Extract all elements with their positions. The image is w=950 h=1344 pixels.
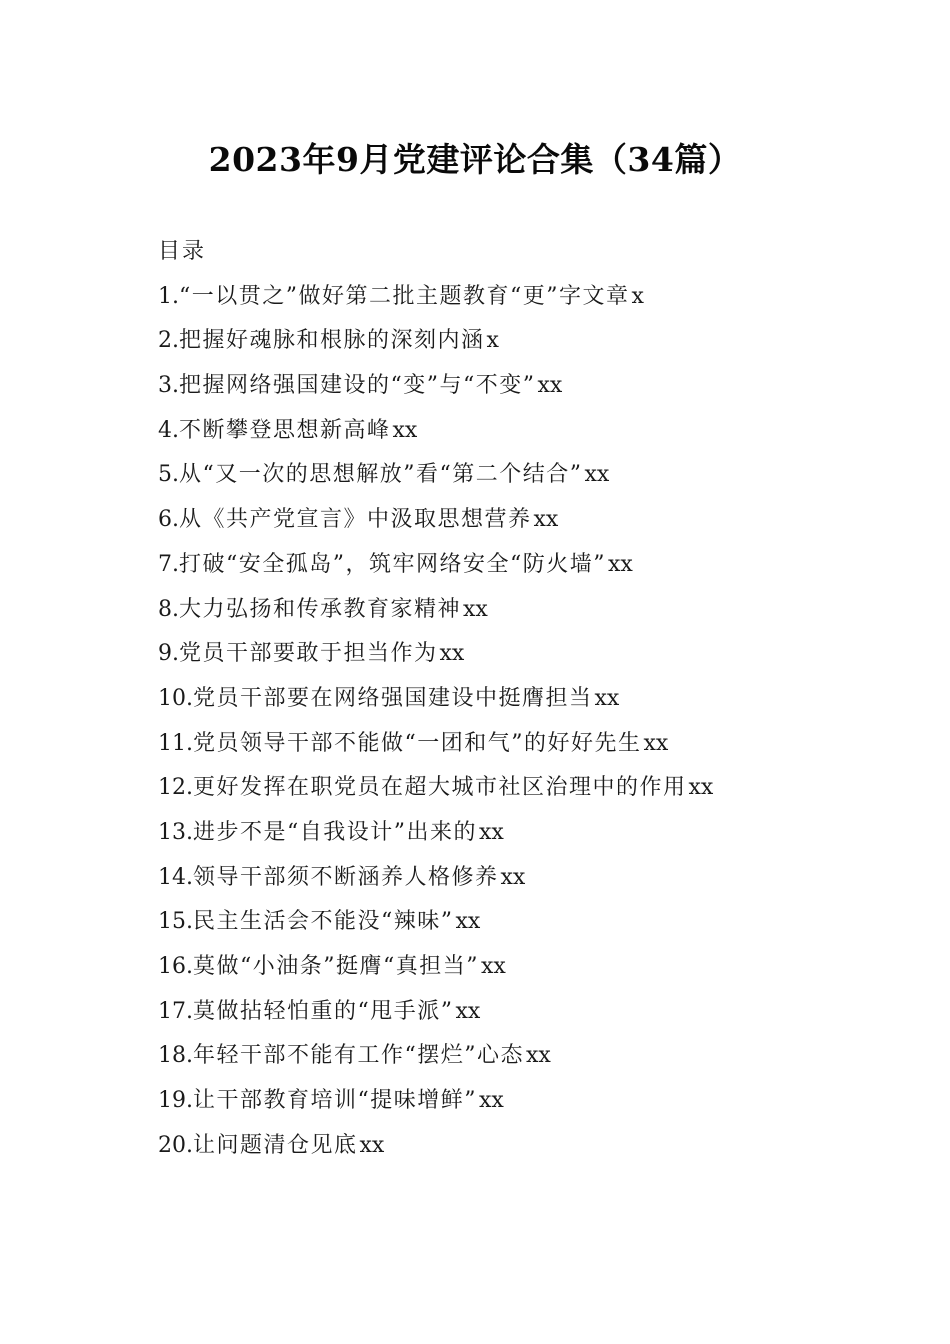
toc-item-page: x: [631, 283, 644, 309]
toc-item-text: 党员领导干部不能做“一团和气”的好好先生: [193, 730, 642, 756]
toc-item-number: 14.: [158, 864, 193, 890]
toc-item-page: xx: [392, 417, 418, 443]
toc-item-text: 大力弘扬和传承教育家精神: [179, 596, 462, 622]
toc-item-page: xx: [643, 730, 669, 756]
toc-item-page: xx: [439, 641, 465, 667]
toc-item-number: 16.: [158, 954, 193, 979]
toc-item-text: 党员干部要在网络强国建设中挺膺担当: [193, 685, 593, 711]
toc-item[interactable]: [158, 677, 858, 722]
toc-item[interactable]: [158, 498, 858, 543]
toc-item-text: 把握网络强国建设的“变”与“不变”: [179, 373, 536, 399]
toc-item-page: xx: [608, 551, 633, 577]
toc-item[interactable]: [158, 453, 858, 498]
toc-item[interactable]: [158, 543, 858, 588]
toc-item-text: 不断攀登思想新高峰: [179, 417, 391, 443]
toc-item-text: 进步不是“自我设计”出来的: [193, 819, 477, 845]
table-of-contents: [158, 230, 858, 1168]
toc-item-page: xx: [359, 1132, 385, 1158]
toc-item-page: xx: [688, 775, 714, 801]
toc-item-page: xx: [584, 462, 610, 488]
toc-item[interactable]: [158, 990, 858, 1035]
toc-item[interactable]: [158, 1124, 858, 1169]
toc-item[interactable]: [158, 319, 858, 364]
toc-item[interactable]: [158, 1079, 858, 1124]
toc-item-text: 领导干部须不断涵养人格修养: [193, 864, 499, 890]
toc-item-text: 从“又一次的思想解放”看“第二个结合”: [179, 462, 583, 488]
toc-item-text: 年轻干部不能有工作“摆烂”心态: [193, 1043, 524, 1069]
toc-item-text: 党员干部要敢于担当作为: [179, 641, 438, 667]
toc-item-text: 民主生活会不能没“辣味”: [193, 909, 454, 935]
toc-list: [158, 275, 858, 1169]
toc-item-number: 4.: [158, 417, 179, 443]
toc-item-page: xx: [526, 1043, 551, 1069]
toc-item-number: 13.: [158, 819, 193, 845]
toc-item-number: 19.: [158, 1088, 193, 1114]
toc-item-page: xx: [455, 998, 481, 1024]
toc-item-page: x: [486, 328, 499, 354]
toc-item[interactable]: [158, 275, 858, 320]
toc-item-page: xx: [479, 1088, 504, 1114]
toc-item-page: xx: [479, 819, 504, 845]
toc-item[interactable]: [158, 409, 858, 454]
toc-item-number: 15.: [158, 909, 193, 935]
toc-item-page: xx: [500, 864, 526, 890]
toc-item-number: 8.: [158, 596, 179, 622]
toc-item-number: 10.: [158, 685, 193, 711]
toc-item-text: 让问题清仓见底: [193, 1132, 358, 1158]
toc-item[interactable]: [158, 364, 858, 409]
toc-item[interactable]: [158, 945, 858, 990]
toc-item-text: 莫做“小油条”挺膺“真担当”: [193, 954, 479, 979]
toc-item-page: xx: [455, 909, 481, 935]
toc-item-page: xx: [481, 954, 506, 979]
toc-item-page: xx: [594, 685, 620, 711]
toc-item-number: 17.: [158, 998, 193, 1024]
toc-item-number: 1.: [158, 283, 179, 309]
toc-item[interactable]: [158, 1034, 858, 1079]
toc-item[interactable]: [158, 856, 858, 901]
toc-item[interactable]: [158, 766, 858, 811]
toc-item[interactable]: [158, 811, 858, 856]
toc-item-number: 18.: [158, 1043, 193, 1069]
toc-item-number: 3.: [158, 373, 179, 399]
toc-item-text: 更好发挥在职党员在超大城市社区治理中的作用: [193, 775, 687, 801]
toc-item-number: 7.: [158, 551, 179, 577]
toc-item-text: 把握好魂脉和根脉的深刻内涵: [179, 328, 485, 354]
toc-item[interactable]: [158, 900, 858, 945]
toc-item[interactable]: [158, 722, 858, 767]
toc-item-number: 9.: [158, 641, 179, 667]
toc-item-number: 5.: [158, 462, 179, 488]
toc-item[interactable]: [158, 632, 858, 677]
toc-item-number: 12.: [158, 775, 193, 801]
toc-item-page: xx: [533, 507, 559, 533]
toc-item-text: 莫做拈轻怕重的“甩手派”: [193, 998, 454, 1024]
toc-heading: 目录: [158, 239, 207, 264]
toc-item-text: 让干部教育培训“提味增鲜”: [193, 1088, 477, 1114]
toc-item-page: xx: [537, 373, 563, 399]
toc-item-number: 2.: [158, 328, 179, 354]
toc-item-number: 11.: [158, 730, 193, 756]
toc-item-text: 从《共产党宣言》中汲取思想营养: [179, 507, 532, 533]
document-title: 2023年9月党建评论合集（34篇）: [208, 140, 742, 179]
toc-item-number: 6.: [158, 507, 179, 533]
toc-item-text: “一以贯之”做好第二批主题教育“更”字文章: [179, 283, 630, 309]
toc-item-page: xx: [463, 596, 488, 622]
toc-item-text: 打破“安全孤岛”，筑牢网络安全“防火墙”: [179, 551, 606, 577]
toc-item[interactable]: [158, 588, 858, 633]
toc-item-number: 20.: [158, 1132, 193, 1158]
